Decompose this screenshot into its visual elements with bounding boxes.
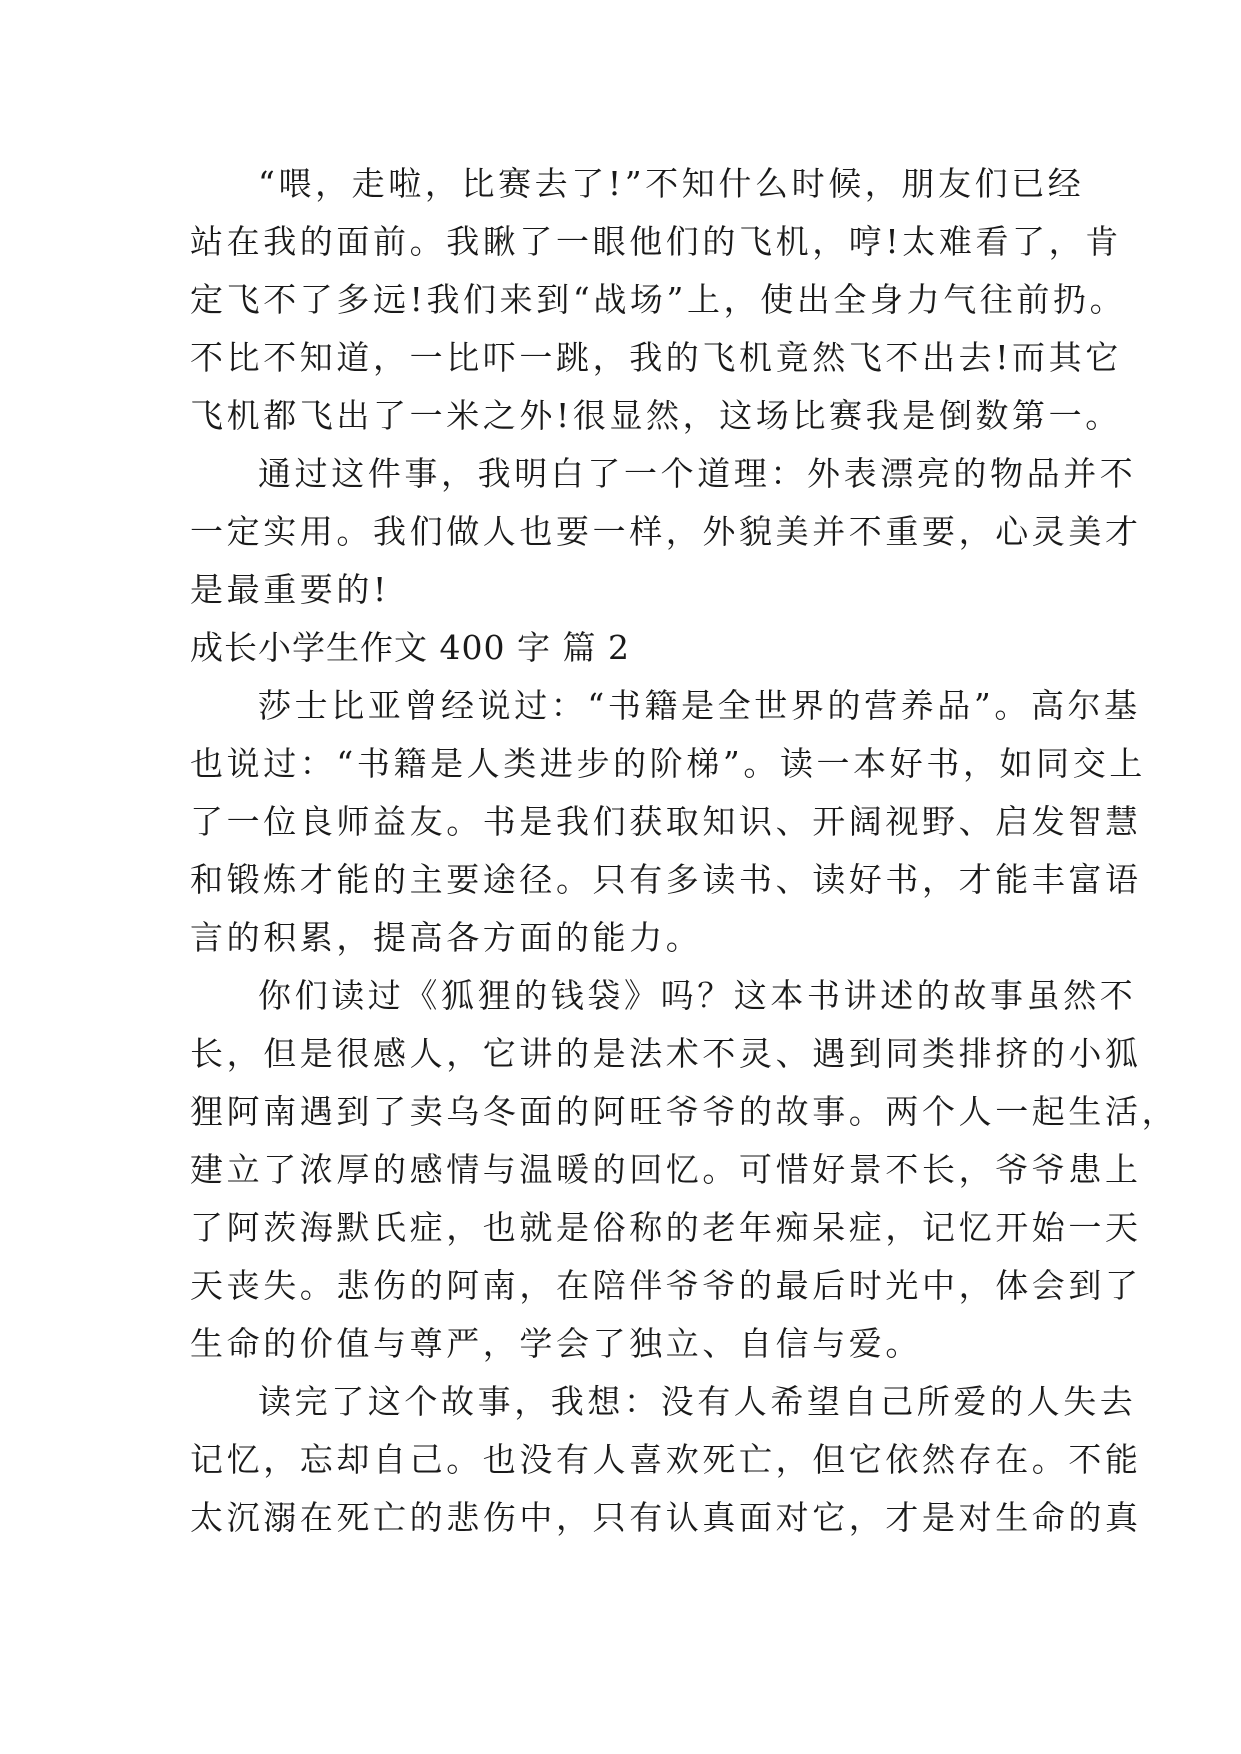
paragraph-1-line-5: 飞机都飞出了一米之外!很显然，这场比赛我是倒数第一。 <box>190 396 1122 435</box>
paragraph-1-line-3: 定飞不了多远!我们来到“战场”上，使出全身力气往前扔。 <box>190 280 1127 319</box>
paragraph-4-line-2: 长，但是很感人，它讲的是法术不灵、遇到同类排挤的小狐 <box>190 1034 1142 1073</box>
paragraph-1-line-4: 不比不知道，一比吓一跳，我的飞机竟然飞不出去!而其它 <box>190 338 1122 377</box>
paragraph-3-line-4: 和锻炼才能的主要途径。只有多读书、读好书，才能丰富语 <box>190 860 1142 899</box>
paragraph-5-line-2: 记忆，忘却自己。也没有人喜欢死亡，但它依然存在。不能 <box>190 1440 1142 1479</box>
section-heading: 成长小学生作文 400 字 篇 2 <box>190 628 630 667</box>
paragraph-3-line-3: 了一位良师益友。书是我们获取知识、开阔视野、启发智慧 <box>190 802 1142 841</box>
paragraph-5-line-3: 太沉溺在死亡的悲伤中，只有认真面对它，才是对生命的真 <box>190 1498 1142 1537</box>
paragraph-4-line-4: 建立了浓厚的感情与温暖的回忆。可惜好景不长，爷爷患上 <box>190 1150 1142 1189</box>
paragraph-4-line-1: 你们读过《狐狸的钱袋》吗？这本书讲述的故事虽然不 <box>258 976 1137 1015</box>
paragraph-1-line-1: “喂，走啦，比赛去了!”不知什么时候，朋友们已经 <box>258 164 1085 203</box>
paragraph-3-line-1: 莎士比亚曾经说过：“书籍是全世界的营养品”。高尔基 <box>258 686 1141 725</box>
paragraph-3-line-5: 言的积累，提高各方面的能力。 <box>190 918 703 957</box>
paragraph-4-line-6: 天丧失。悲伤的阿南，在陪伴爷爷的最后时光中，体会到了 <box>190 1266 1142 1305</box>
paragraph-4-line-5: 了阿茨海默氏症，也就是俗称的老年痴呆症，记忆开始一天 <box>190 1208 1142 1247</box>
paragraph-2-line-2: 一定实用。我们做人也要一样，外貌美并不重要，心灵美才 <box>190 512 1142 551</box>
paragraph-1-line-2: 站在我的面前。我瞅了一眼他们的飞机，哼!太难看了，肯 <box>190 222 1122 261</box>
paragraph-2-line-1: 通过这件事，我明白了一个道理：外表漂亮的物品并不 <box>258 454 1137 493</box>
paragraph-4-line-7: 生命的价值与尊严，学会了独立、自信与爱。 <box>190 1324 922 1363</box>
paragraph-4-line-3: 狸阿南遇到了卖乌冬面的阿旺爷爷的故事。两个人一起生活， <box>190 1092 1179 1131</box>
paragraph-5-line-1: 读完了这个故事，我想：没有人希望自己所爱的人失去 <box>258 1382 1137 1421</box>
paragraph-2-line-3: 是最重要的! <box>190 570 390 609</box>
paragraph-3-line-2: 也说过：“书籍是人类进步的阶梯”。读一本好书，如同交上 <box>190 744 1146 783</box>
